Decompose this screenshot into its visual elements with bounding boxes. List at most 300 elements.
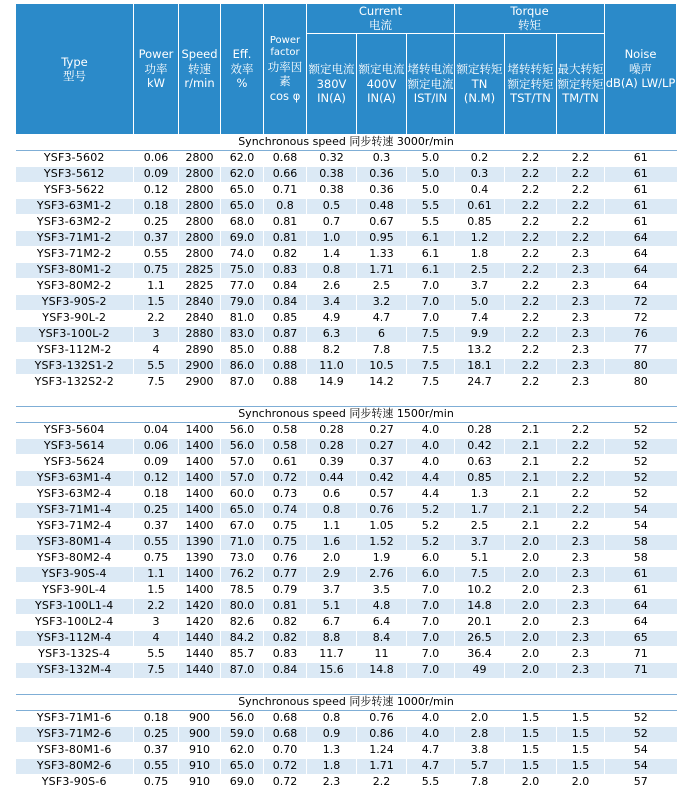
value-cell: 0.8 — [264, 198, 307, 214]
value-cell: 61 — [605, 150, 677, 166]
value-cell: 80 — [605, 358, 677, 374]
value-cell: 1390 — [179, 550, 221, 566]
value-cell: 3.7 — [455, 534, 505, 550]
value-cell: 0.8 — [307, 710, 357, 726]
value-cell: 24.7 — [455, 374, 505, 390]
value-cell: 85.7 — [221, 646, 264, 662]
model-cell: YSF3-5622 — [16, 182, 134, 198]
value-cell: 64 — [605, 598, 677, 614]
value-cell: 3.7 — [455, 278, 505, 294]
value-cell: 1.5 — [557, 742, 605, 758]
value-cell: 0.38 — [307, 182, 357, 198]
value-cell: 81.0 — [221, 310, 264, 326]
value-cell: 0.88 — [264, 358, 307, 374]
model-cell: YSF3-132M-4 — [16, 662, 134, 678]
model-cell: YSF3-71M2-4 — [16, 518, 134, 534]
value-cell: 64 — [605, 230, 677, 246]
value-cell: 5.0 — [407, 166, 455, 182]
value-cell: 2.2 — [557, 166, 605, 182]
value-cell: 6.1 — [407, 246, 455, 262]
value-cell: 0.82 — [264, 614, 307, 630]
value-cell: 1.2 — [455, 230, 505, 246]
value-cell: 2.3 — [307, 774, 357, 790]
value-cell: 2.2 — [557, 502, 605, 518]
value-cell: 14.2 — [357, 374, 407, 390]
value-cell: 1400 — [179, 422, 221, 438]
value-cell: 2.3 — [557, 358, 605, 374]
value-cell: 2.1 — [505, 422, 557, 438]
value-cell: 0.6 — [307, 486, 357, 502]
value-cell: 52 — [605, 486, 677, 502]
value-cell: 0.58 — [264, 422, 307, 438]
value-cell: 10.5 — [357, 358, 407, 374]
value-cell: 0.3 — [357, 150, 407, 166]
model-cell: YSF3-132S2-2 — [16, 374, 134, 390]
value-cell: 2.5 — [455, 518, 505, 534]
value-cell: 1440 — [179, 630, 221, 646]
value-cell: 0.76 — [357, 710, 407, 726]
value-cell: 2900 — [179, 374, 221, 390]
value-cell: 2.1 — [505, 438, 557, 454]
value-cell: 72 — [605, 294, 677, 310]
value-cell: 8.8 — [307, 630, 357, 646]
value-cell: 87.0 — [221, 662, 264, 678]
value-cell: 0.42 — [455, 438, 505, 454]
header-speed: Speed 转速 r/min — [179, 4, 221, 135]
model-cell: YSF3-80M2-6 — [16, 758, 134, 774]
value-cell: 7.0 — [407, 646, 455, 662]
value-cell: 75.0 — [221, 262, 264, 278]
value-cell: 3.4 — [307, 294, 357, 310]
value-cell: 3.7 — [307, 582, 357, 598]
value-cell: 49 — [455, 662, 505, 678]
value-cell: 7.4 — [455, 310, 505, 326]
value-cell: 2.3 — [557, 550, 605, 566]
value-cell: 1.3 — [307, 742, 357, 758]
table-row — [16, 710, 677, 726]
value-cell: 0.12 — [134, 470, 179, 486]
value-cell: 2880 — [179, 326, 221, 342]
value-cell: 6.1 — [407, 262, 455, 278]
value-cell: 6.1 — [407, 230, 455, 246]
value-cell: 2.2 — [505, 246, 557, 262]
table-row — [16, 166, 677, 182]
value-cell: 2.3 — [557, 662, 605, 678]
value-cell: 2.0 — [455, 710, 505, 726]
model-cell: YSF3-90S-4 — [16, 566, 134, 582]
value-cell: 2900 — [179, 358, 221, 374]
section-title: Synchronous speed 同步转速 1500r/min — [16, 406, 677, 422]
value-cell: 0.8 — [307, 262, 357, 278]
header-type: Type 型号 — [16, 4, 134, 135]
value-cell: 1400 — [179, 486, 221, 502]
value-cell: 4.0 — [407, 422, 455, 438]
model-cell: YSF3-71M1-2 — [16, 230, 134, 246]
value-cell: 7.0 — [407, 310, 455, 326]
value-cell: 4 — [134, 342, 179, 358]
value-cell: 7.8 — [357, 342, 407, 358]
model-cell: YSF3-80M2-2 — [16, 278, 134, 294]
value-cell: 57.0 — [221, 454, 264, 470]
value-cell: 0.86 — [357, 726, 407, 742]
value-cell: 11.0 — [307, 358, 357, 374]
value-cell: 7.5 — [407, 342, 455, 358]
value-cell: 2.2 — [557, 182, 605, 198]
value-cell: 0.79 — [264, 582, 307, 598]
value-cell: 0.36 — [357, 182, 407, 198]
model-cell: YSF3-90S-6 — [16, 774, 134, 790]
value-cell: 0.25 — [134, 502, 179, 518]
value-cell: 61 — [605, 214, 677, 230]
value-cell: 62.0 — [221, 742, 264, 758]
value-cell: 2.3 — [557, 374, 605, 390]
value-cell: 0.75 — [134, 550, 179, 566]
value-cell: 1.5 — [557, 710, 605, 726]
section-title: Synchronous speed 同步转速 3000r/min — [16, 134, 677, 150]
value-cell: 2.2 — [357, 774, 407, 790]
table-row — [16, 230, 677, 246]
table-row — [16, 310, 677, 326]
value-cell: 4.0 — [407, 454, 455, 470]
value-cell: 1.9 — [357, 550, 407, 566]
value-cell: 69.0 — [221, 774, 264, 790]
value-cell: 0.85 — [264, 310, 307, 326]
model-cell: YSF3-100L-2 — [16, 326, 134, 342]
value-cell: 2.3 — [557, 278, 605, 294]
value-cell: 0.5 — [307, 198, 357, 214]
value-cell: 2.3 — [557, 614, 605, 630]
value-cell: 1420 — [179, 614, 221, 630]
value-cell: 8.2 — [307, 342, 357, 358]
value-cell: 7.0 — [407, 630, 455, 646]
value-cell: 1.6 — [307, 534, 357, 550]
table-row — [16, 646, 677, 662]
value-cell: 61 — [605, 198, 677, 214]
value-cell: 2800 — [179, 214, 221, 230]
value-cell: 14.9 — [307, 374, 357, 390]
value-cell: 2.3 — [557, 630, 605, 646]
value-cell: 2800 — [179, 182, 221, 198]
model-cell: YSF3-112M-2 — [16, 342, 134, 358]
value-cell: 6.0 — [407, 566, 455, 582]
table-row — [16, 198, 677, 214]
value-cell: 2.2 — [557, 198, 605, 214]
header-rated-torque: 额定转矩TN (N.M) — [455, 33, 505, 134]
value-cell: 54 — [605, 502, 677, 518]
value-cell: 0.3 — [455, 166, 505, 182]
value-cell: 0.72 — [264, 774, 307, 790]
value-cell: 0.36 — [357, 166, 407, 182]
value-cell: 3 — [134, 326, 179, 342]
value-cell: 69.0 — [221, 230, 264, 246]
value-cell: 2.0 — [505, 566, 557, 582]
value-cell: 1.71 — [357, 262, 407, 278]
model-cell: YSF3-100L2-4 — [16, 614, 134, 630]
value-cell: 9.9 — [455, 326, 505, 342]
header-locked-rotor-torque: 堵转转矩额定转矩TST/TN — [505, 33, 557, 134]
header-power-factor: Power factor 功率因素 cos φ — [264, 4, 307, 135]
value-cell: 2.2 — [557, 454, 605, 470]
section-gap — [16, 678, 677, 694]
value-cell: 7.5 — [407, 374, 455, 390]
value-cell: 1400 — [179, 502, 221, 518]
value-cell: 0.75 — [264, 534, 307, 550]
value-cell: 0.39 — [307, 454, 357, 470]
table-row — [16, 550, 677, 566]
value-cell: 1400 — [179, 454, 221, 470]
value-cell: 4.7 — [357, 310, 407, 326]
header-efficiency: Eff. 效率 % — [221, 4, 264, 135]
value-cell: 72 — [605, 310, 677, 326]
model-cell: YSF3-100L1-4 — [16, 598, 134, 614]
header-current-group: Current 电流 — [307, 4, 455, 34]
value-cell: 0.72 — [264, 470, 307, 486]
model-cell: YSF3-90L-2 — [16, 310, 134, 326]
model-cell: YSF3-71M1-6 — [16, 710, 134, 726]
value-cell: 0.85 — [455, 470, 505, 486]
value-cell: 68.0 — [221, 214, 264, 230]
value-cell: 0.06 — [134, 438, 179, 454]
value-cell: 4.4 — [407, 486, 455, 502]
table-row — [16, 630, 677, 646]
value-cell: 0.37 — [134, 230, 179, 246]
value-cell: 7.5 — [407, 358, 455, 374]
value-cell: 2.0 — [505, 582, 557, 598]
value-cell: 2.9 — [307, 566, 357, 582]
value-cell: 71.0 — [221, 534, 264, 550]
value-cell: 2.2 — [505, 230, 557, 246]
table-row — [16, 470, 677, 486]
value-cell: 0.09 — [134, 454, 179, 470]
value-cell: 1.71 — [357, 758, 407, 774]
value-cell: 79.0 — [221, 294, 264, 310]
value-cell: 2.2 — [505, 294, 557, 310]
value-cell: 85.0 — [221, 342, 264, 358]
value-cell: 2890 — [179, 342, 221, 358]
value-cell: 900 — [179, 726, 221, 742]
value-cell: 65.0 — [221, 758, 264, 774]
value-cell: 0.63 — [455, 454, 505, 470]
value-cell: 0.18 — [134, 486, 179, 502]
value-cell: 5.2 — [407, 534, 455, 550]
value-cell: 80.0 — [221, 598, 264, 614]
value-cell: 0.95 — [357, 230, 407, 246]
value-cell: 2.2 — [134, 310, 179, 326]
section-gap-cell — [16, 390, 677, 406]
value-cell: 3 — [134, 614, 179, 630]
header-locked-rotor-current: 堵转电流额定电流IST/IN — [407, 33, 455, 134]
value-cell: 1400 — [179, 470, 221, 486]
model-cell: YSF3-63M2-4 — [16, 486, 134, 502]
value-cell: 2.2 — [505, 150, 557, 166]
value-cell: 1.33 — [357, 246, 407, 262]
value-cell: 7.8 — [455, 774, 505, 790]
value-cell: 0.84 — [264, 294, 307, 310]
value-cell: 1440 — [179, 646, 221, 662]
value-cell: 910 — [179, 774, 221, 790]
value-cell: 5.0 — [455, 294, 505, 310]
value-cell: 2.2 — [505, 182, 557, 198]
value-cell: 87.0 — [221, 374, 264, 390]
value-cell: 2.3 — [557, 326, 605, 342]
value-cell: 2.2 — [505, 342, 557, 358]
value-cell: 2.3 — [557, 342, 605, 358]
value-cell: 2.2 — [557, 150, 605, 166]
value-cell: 7.0 — [407, 598, 455, 614]
value-cell: 7.5 — [134, 374, 179, 390]
model-cell: YSF3-80M2-4 — [16, 550, 134, 566]
table-row — [16, 182, 677, 198]
value-cell: 57.0 — [221, 470, 264, 486]
value-cell: 36.4 — [455, 646, 505, 662]
value-cell: 0.9 — [307, 726, 357, 742]
value-cell: 1390 — [179, 534, 221, 550]
value-cell: 67.0 — [221, 518, 264, 534]
value-cell: 7.0 — [407, 662, 455, 678]
table-row — [16, 246, 677, 262]
value-cell: 0.2 — [455, 150, 505, 166]
value-cell: 2.5 — [455, 262, 505, 278]
value-cell: 8.4 — [357, 630, 407, 646]
value-cell: 0.44 — [307, 470, 357, 486]
value-cell: 0.72 — [264, 758, 307, 774]
value-cell: 0.27 — [357, 438, 407, 454]
table-row — [16, 342, 677, 358]
value-cell: 0.76 — [264, 550, 307, 566]
value-cell: 0.06 — [134, 150, 179, 166]
table-row — [16, 214, 677, 230]
value-cell: 0.71 — [264, 182, 307, 198]
value-cell: 4.7 — [407, 742, 455, 758]
model-cell: YSF3-5602 — [16, 150, 134, 166]
value-cell: 0.83 — [264, 646, 307, 662]
value-cell: 61 — [605, 166, 677, 182]
model-cell: YSF3-5604 — [16, 422, 134, 438]
value-cell: 0.67 — [357, 214, 407, 230]
value-cell: 2.2 — [557, 486, 605, 502]
value-cell: 82.6 — [221, 614, 264, 630]
value-cell: 5.7 — [455, 758, 505, 774]
value-cell: 5.5 — [407, 198, 455, 214]
table-row — [16, 326, 677, 342]
value-cell: 2.1 — [505, 502, 557, 518]
value-cell: 0.81 — [264, 598, 307, 614]
value-cell: 6.4 — [357, 614, 407, 630]
table-row — [16, 614, 677, 630]
value-cell: 0.74 — [264, 502, 307, 518]
value-cell: 0.7 — [307, 214, 357, 230]
value-cell: 2800 — [179, 150, 221, 166]
value-cell: 4.0 — [407, 438, 455, 454]
model-cell: YSF3-71M1-4 — [16, 502, 134, 518]
value-cell: 5.5 — [407, 774, 455, 790]
value-cell: 0.18 — [134, 198, 179, 214]
value-cell: 2.0 — [505, 774, 557, 790]
value-cell: 52 — [605, 454, 677, 470]
value-cell: 4.7 — [407, 758, 455, 774]
value-cell: 0.73 — [264, 486, 307, 502]
value-cell: 10.2 — [455, 582, 505, 598]
motor-spec-table — [15, 3, 677, 791]
value-cell: 1440 — [179, 662, 221, 678]
model-cell: YSF3-71M2-2 — [16, 246, 134, 262]
value-cell: 2.1 — [505, 486, 557, 502]
table-row — [16, 150, 677, 166]
value-cell: 13.2 — [455, 342, 505, 358]
value-cell: 0.27 — [357, 422, 407, 438]
model-cell: YSF3-80M1-6 — [16, 742, 134, 758]
value-cell: 2.3 — [557, 246, 605, 262]
value-cell: 0.38 — [307, 166, 357, 182]
value-cell: 2.2 — [134, 598, 179, 614]
value-cell: 52 — [605, 422, 677, 438]
value-cell: 2.5 — [357, 278, 407, 294]
value-cell: 2.3 — [557, 646, 605, 662]
value-cell: 1.5 — [557, 726, 605, 742]
table-row — [16, 454, 677, 470]
value-cell: 4 — [134, 630, 179, 646]
value-cell: 2.1 — [505, 454, 557, 470]
model-cell: YSF3-132S-4 — [16, 646, 134, 662]
section-gap-cell — [16, 678, 677, 694]
value-cell: 1.24 — [357, 742, 407, 758]
value-cell: 2.1 — [505, 470, 557, 486]
value-cell: 4.4 — [407, 470, 455, 486]
value-cell: 1.7 — [455, 502, 505, 518]
value-cell: 6 — [357, 326, 407, 342]
table-row — [16, 566, 677, 582]
model-cell: YSF3-5624 — [16, 454, 134, 470]
value-cell: 77 — [605, 342, 677, 358]
value-cell: 0.55 — [134, 534, 179, 550]
value-cell: 65.0 — [221, 502, 264, 518]
table-row — [16, 758, 677, 774]
value-cell: 0.42 — [357, 470, 407, 486]
value-cell: 2.3 — [557, 534, 605, 550]
value-cell: 61 — [605, 582, 677, 598]
model-cell: YSF3-63M1-2 — [16, 198, 134, 214]
value-cell: 64 — [605, 246, 677, 262]
value-cell: 1.5 — [134, 294, 179, 310]
value-cell: 0.85 — [455, 214, 505, 230]
value-cell: 2.0 — [505, 630, 557, 646]
value-cell: 1.5 — [505, 758, 557, 774]
value-cell: 52 — [605, 726, 677, 742]
value-cell: 64 — [605, 262, 677, 278]
table-row — [16, 534, 677, 550]
value-cell: 2800 — [179, 246, 221, 262]
value-cell: 18.1 — [455, 358, 505, 374]
value-cell: 1.05 — [357, 518, 407, 534]
value-cell: 6.3 — [307, 326, 357, 342]
value-cell: 65.0 — [221, 198, 264, 214]
value-cell: 5.5 — [134, 646, 179, 662]
value-cell: 5.2 — [407, 518, 455, 534]
value-cell: 0.37 — [357, 454, 407, 470]
value-cell: 58 — [605, 534, 677, 550]
value-cell: 2800 — [179, 166, 221, 182]
value-cell: 59.0 — [221, 726, 264, 742]
value-cell: 2.2 — [505, 198, 557, 214]
value-cell: 0.68 — [264, 150, 307, 166]
value-cell: 0.82 — [264, 246, 307, 262]
value-cell: 80 — [605, 374, 677, 390]
header-current-400v: 额定电流400V IN(A) — [357, 33, 407, 134]
value-cell: 2.0 — [505, 646, 557, 662]
value-cell: 83.0 — [221, 326, 264, 342]
header-power: Power 功率 kW — [134, 4, 179, 135]
value-cell: 11 — [357, 646, 407, 662]
